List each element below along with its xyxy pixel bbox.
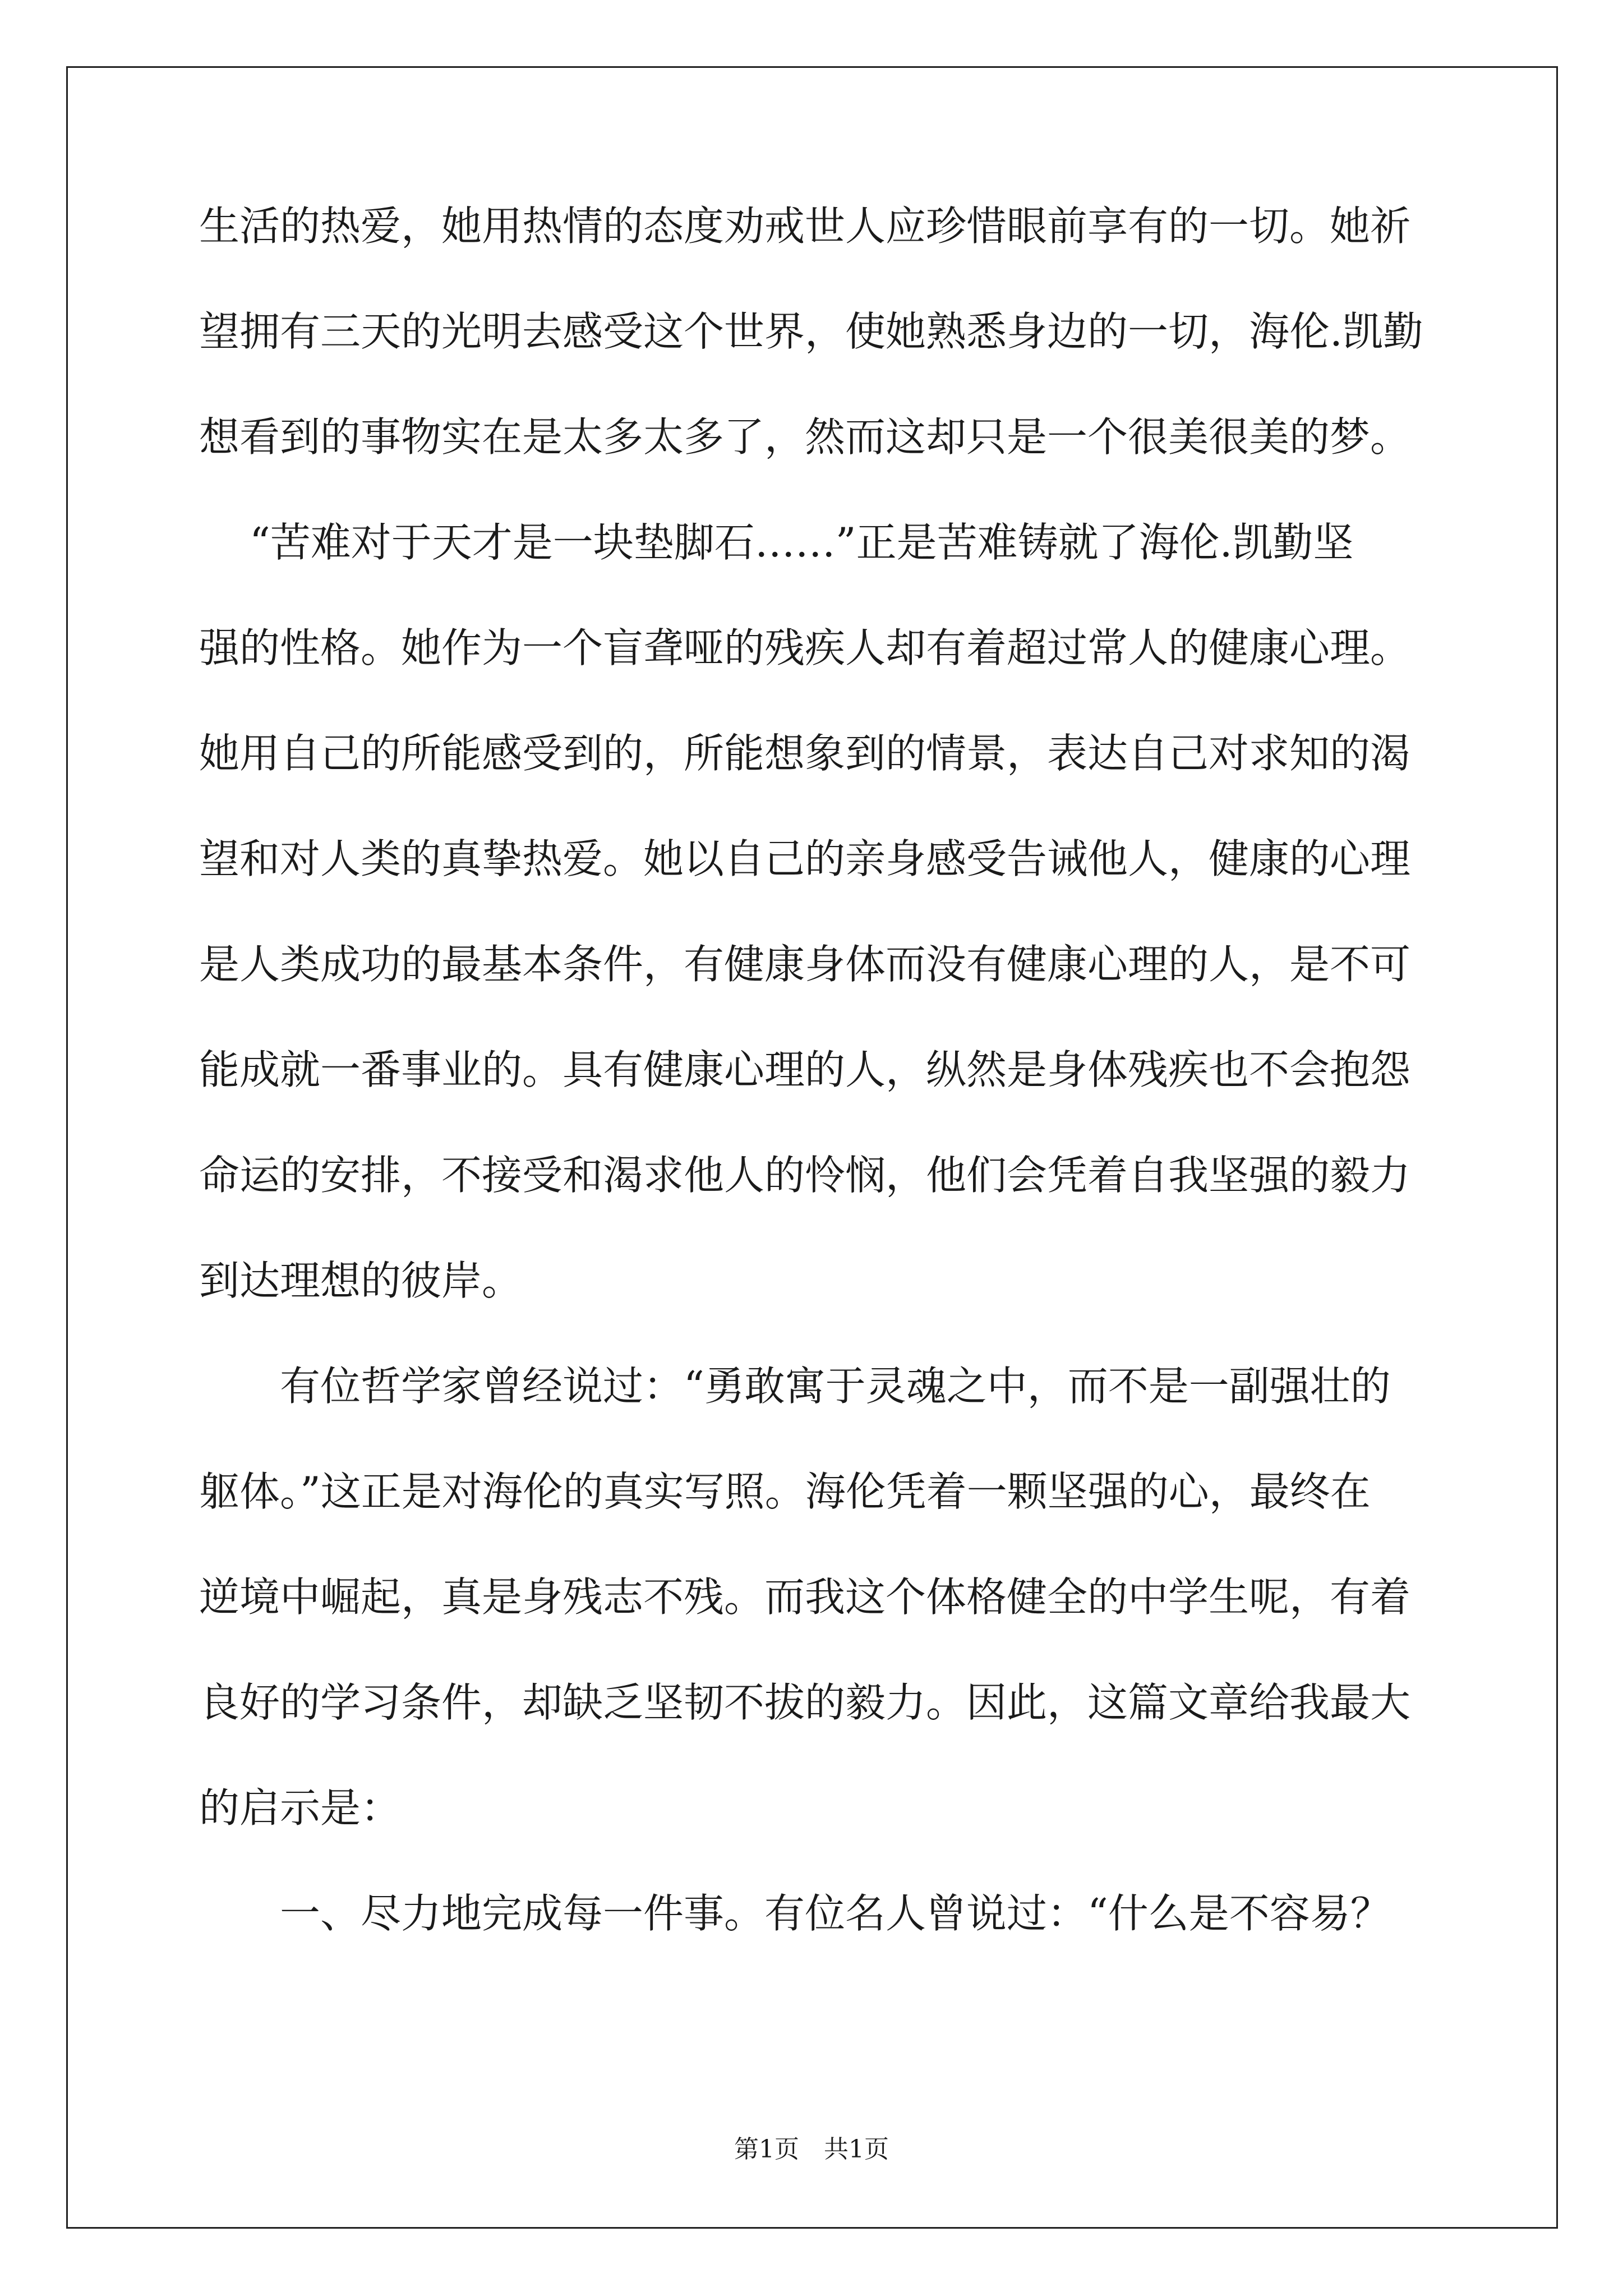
text-line: “苦难对于天才是一块垫脚石……”正是苦难铸就了海伦.凯勤坚 (250, 519, 1354, 566)
text-line: 强的性格。她作为一个盲聋哑的残疾人却有着超过常人的健康心理。 (199, 624, 1411, 671)
text-line: 想看到的事物实在是太多太多了，然而这却只是一个很美很美的梦。 (199, 413, 1411, 461)
text-line: 望拥有三天的光明去感受这个世界，使她熟悉身边的一切，海伦.凯勤 (199, 308, 1423, 355)
text-line: 躯体。”这正是对海伦的真实写照。海伦凭着一颗坚强的心，最终在 (199, 1468, 1371, 1515)
text-line: 逆境中崛起，真是身残志不残。而我这个体格健全的中学生呢，有着 (199, 1573, 1411, 1621)
text-line: 一、尽力地完成每一件事。有位名人曾说过：“什么是不容易？ (280, 1890, 1391, 1937)
text-line: 命运的安排，不接受和渴求他人的怜悯，他们会凭着自我坚强的毅力 (199, 1152, 1411, 1199)
text-line: 有位哲学家曾经说过：“勇敢寓于灵魂之中，而不是一副强壮的 (280, 1363, 1391, 1410)
text-line: 生活的热爱，她用热情的态度劝戒世人应珍惜眼前享有的一切。她祈 (199, 203, 1411, 250)
text-line: 是人类成功的最基本条件，有健康身体而没有健康心理的人，是不可 (199, 941, 1411, 988)
text-line: 的启示是： (199, 1784, 402, 1832)
text-line: 望和对人类的真挚热爱。她以自己的亲身感受告诫他人，健康的心理 (199, 835, 1411, 882)
text-line: 她用自己的所能感受到的，所能想象到的情景，表达自己对求知的渴 (199, 730, 1411, 777)
text-line: 能成就一番事业的。具有健康心理的人，纵然是身体残疾也不会抱怨 (199, 1046, 1411, 1093)
text-line: 到达理想的彼岸。 (199, 1257, 523, 1304)
page-footer: 第1页 共1页 (734, 2135, 889, 2164)
text-line: 良好的学习条件，却缺乏坚韧不拔的毅力。因此，这篇文章给我最大 (199, 1679, 1411, 1726)
